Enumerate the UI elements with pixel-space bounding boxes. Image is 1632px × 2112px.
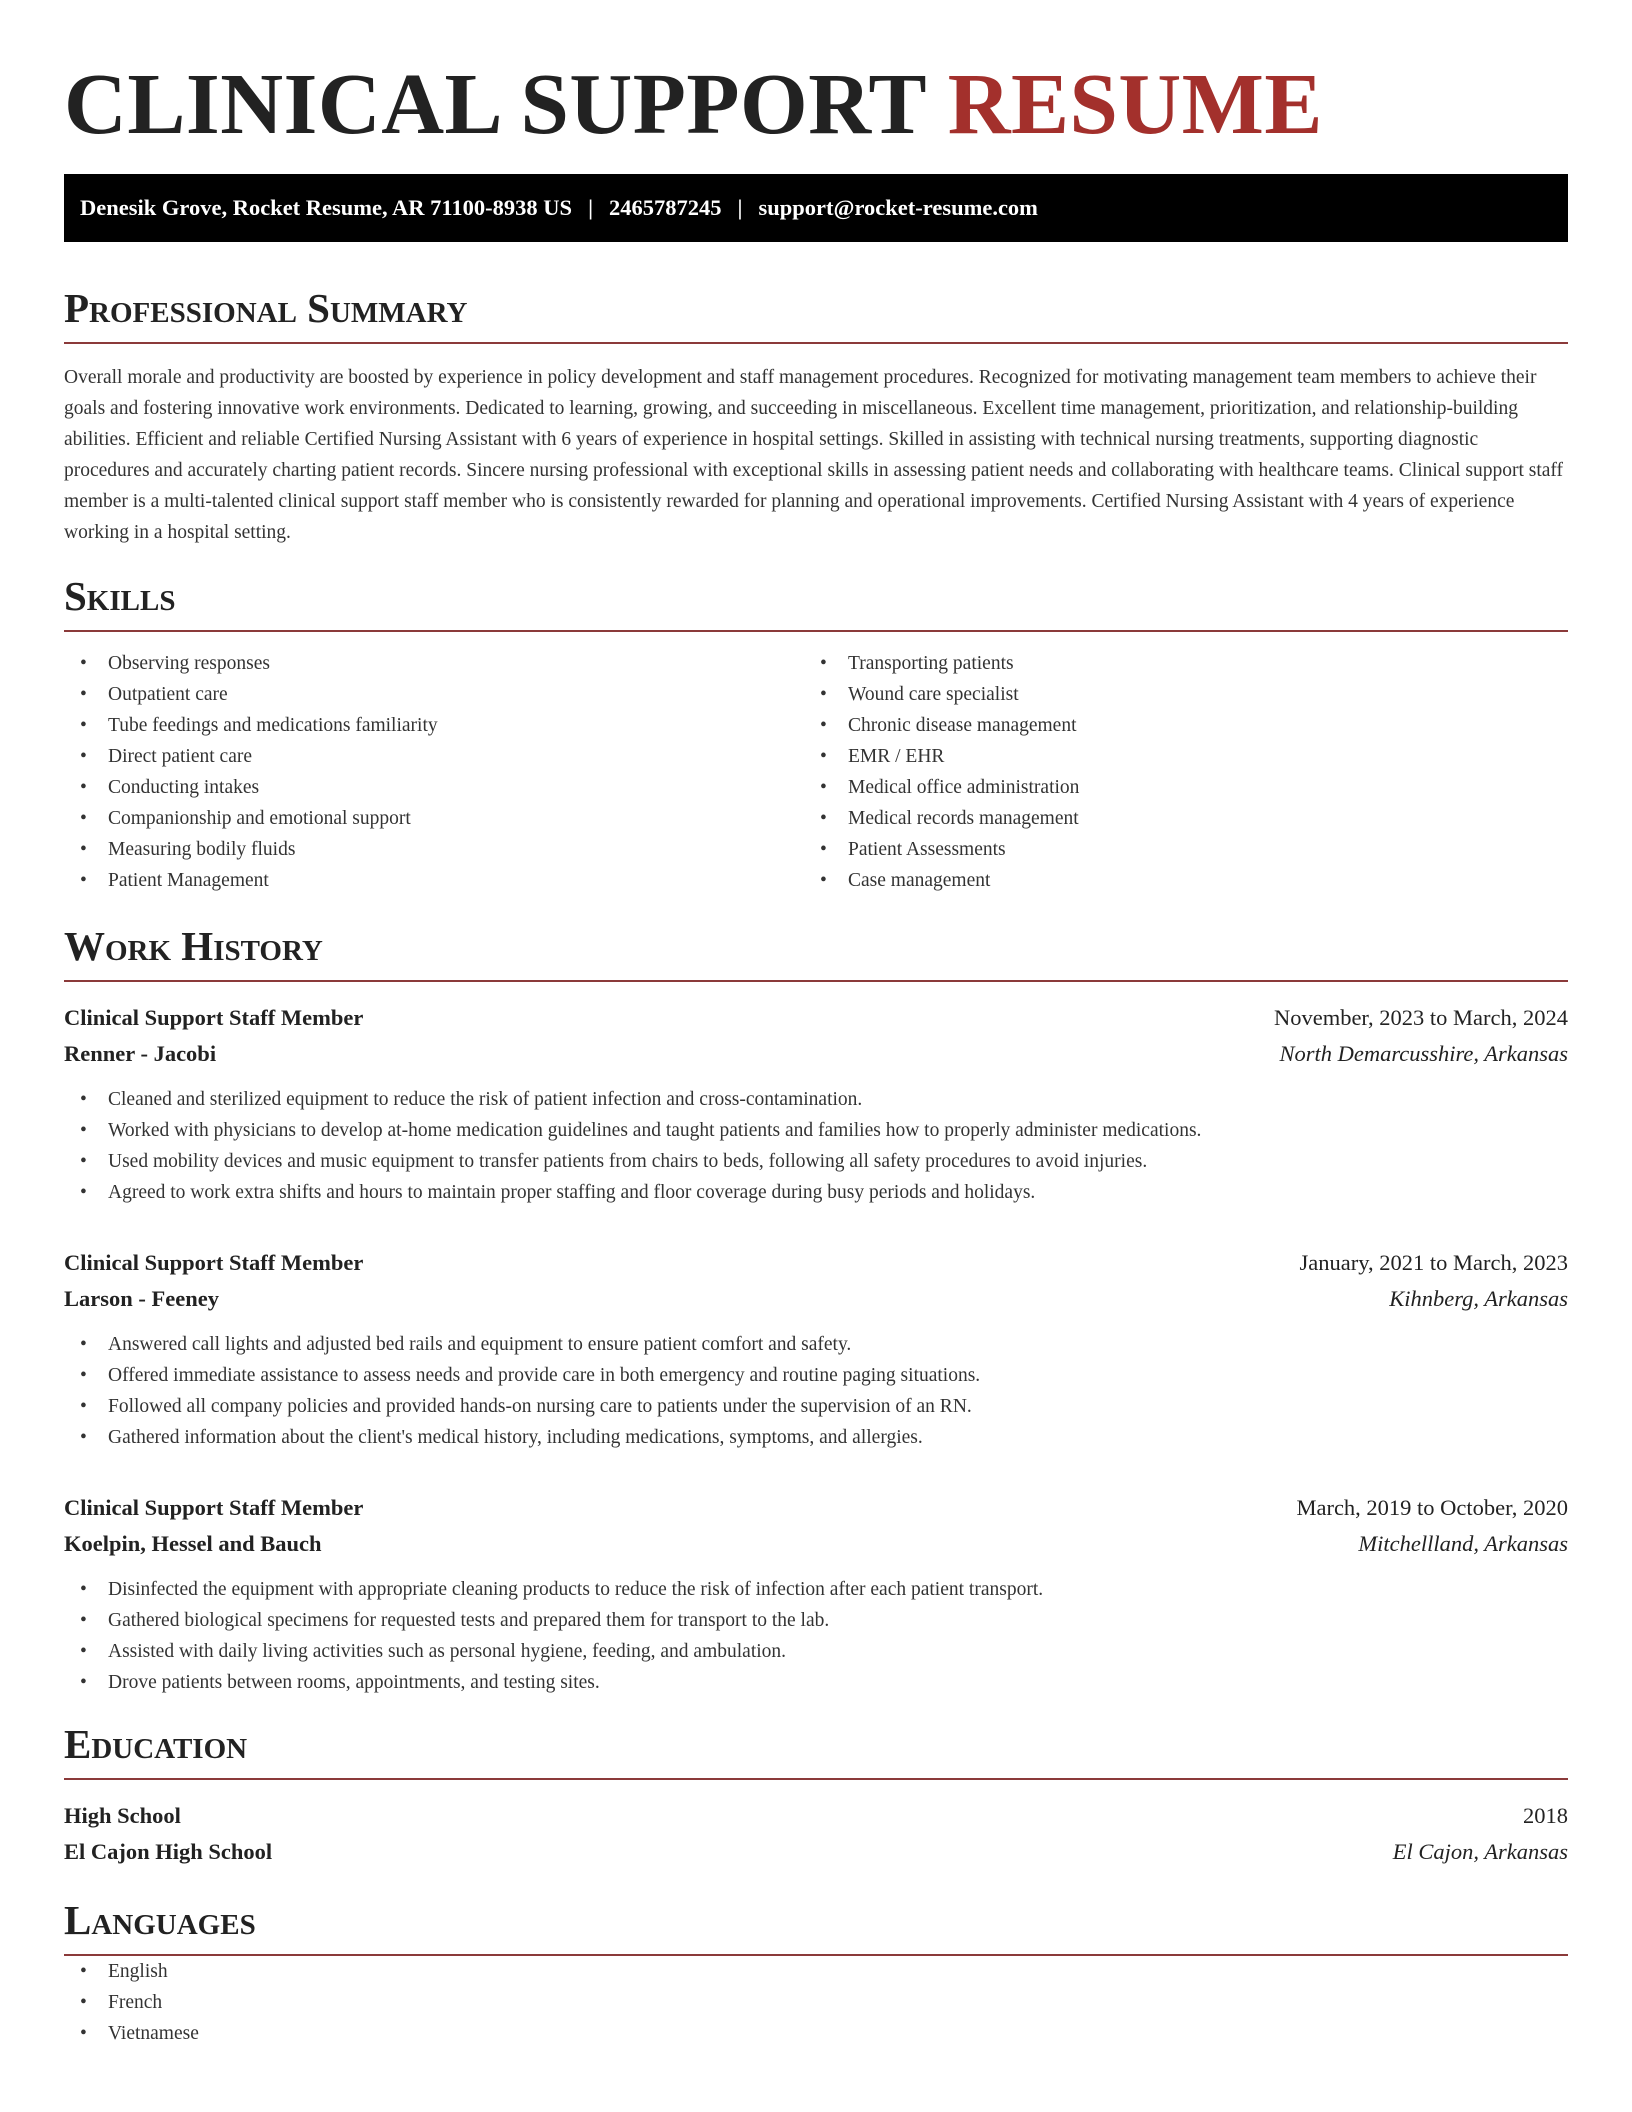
job-header-row [64,1000,1568,1036]
job-entry [64,1245,1568,1453]
job-title: Clinical Support Staff Member [64,1250,364,1275]
job-company-row [64,1281,1568,1317]
skills-list-left [64,648,804,896]
skill-item: • Measuring bodily fluids [64,834,804,865]
skill-item: • Case management [804,865,1544,896]
job-dates: March, 2019 to October, 2020 [1296,1495,1568,1520]
job-company: Renner - Jacobi [64,1041,217,1066]
skills-grid [64,648,1568,896]
skill-item: • Companionship and emotional support [64,803,804,834]
education-degree-row [64,1798,1568,1834]
language-item: • Vietnamese [64,2018,1568,2049]
skill-item: • Patient Assessments [804,834,1544,865]
job-header-row [64,1245,1568,1281]
skill-item: • Chronic disease management [804,710,1544,741]
job-bullet: • Drove patients between rooms, appointments, and testing sites. [64,1667,1568,1698]
job-company: Larson - Feeney [64,1286,219,1311]
skill-item: • Tube feedings and medications familiarity [64,710,804,741]
skill-item: • Medical office administration [804,772,1544,803]
skill-item: • EMR / EHR [804,741,1544,772]
job-bullets [64,1329,1568,1453]
job-entry [64,1490,1568,1698]
resume-title [64,55,1568,152]
job-title: Clinical Support Staff Member [64,1005,364,1030]
title-main: CLINICAL SUPPORT [64,55,926,152]
job-bullet: • Disinfected the equipment with appropriate cleaning products to reduce the risk of infection after each patient transport. [64,1574,1568,1605]
contact-email[interactable]: support@rocket-resume.com [758,195,1038,220]
contact-separator: | [588,195,594,220]
education-degree: High School [64,1803,181,1828]
languages-list [64,1956,1568,2049]
skill-item: • Patient Management [64,865,804,896]
job-bullet: • Gathered biological specimens for requested tests and prepared them for transport to the lab. [64,1605,1568,1636]
title-accent: RESUME [947,55,1323,152]
job-bullet: • Worked with physicians to develop at-home medication guidelines and taught patients and families how to properly administer medications. [64,1115,1568,1146]
job-bullet: • Answered call lights and adjusted bed rails and equipment to ensure patient comfort and safety. [64,1329,1568,1360]
resume-page [64,0,1568,2049]
job-bullets [64,1084,1568,1208]
job-bullet: • Assisted with daily living activities such as personal hygiene, feeding, and ambulation. [64,1636,1568,1667]
education-school: El Cajon High School [64,1839,273,1864]
job-bullet: • Cleaned and sterilized equipment to reduce the risk of patient infection and cross-contamination. [64,1084,1568,1115]
contact-phone: 2465787245 [609,195,722,220]
languages-heading: Languages [64,1896,1568,1956]
job-bullets [64,1574,1568,1698]
education-year: 2018 [1523,1803,1568,1828]
contact-bar [64,174,1568,242]
skill-item: • Medical records management [804,803,1544,834]
job-location: Mitchellland, Arkansas [1358,1531,1568,1556]
language-item: • English [64,1956,1568,1987]
skill-item: • Outpatient care [64,679,804,710]
education-location: El Cajon, Arkansas [1392,1839,1568,1864]
job-company-row [64,1036,1568,1072]
education-entry [64,1798,1568,1870]
work-heading: Work History [64,922,1568,982]
education-heading: Education [64,1720,1568,1780]
job-dates: November, 2023 to March, 2024 [1273,1005,1568,1030]
job-bullet: • Agreed to work extra shifts and hours to maintain proper staffing and floor coverage during busy periods and holidays. [64,1177,1568,1208]
job-title: Clinical Support Staff Member [64,1495,364,1520]
skill-item: • Transporting patients [804,648,1544,679]
skill-item: • Wound care specialist [804,679,1544,710]
job-bullet: • Offered immediate assistance to assess needs and provide care in both emergency and routine paging situations. [64,1360,1568,1391]
summary-text: Overall morale and productivity are boosted by experience in policy development and staff management procedures. Recognized for motivating management team members to achieve their goals and fostering innovative work environments. Dedicated to learning, growing, and succeeding in miscellaneous. Excellent time management, prioritization, and relationship-building abilities. Efficient and reliable Certified Nursing Assistant with 6 years of experience in hospital settings. Skilled in assisting with technical nursing treatments, supporting diagnostic procedures and accurately charting patient records. Sincere nursing professional with exceptional skills in assessing patient needs and collaborating with healthcare teams. Clinical support staff member is a multi-talented clinical support staff member who is consistently rewarded for planning and operational improvements. Certified Nursing Assistant with 4 years of experience working in a hospital setting. [64,367,1564,543]
summary-heading: Professional Summary [64,284,1568,344]
job-location: Kihnberg, Arkansas [1389,1286,1568,1311]
job-company-row [64,1526,1568,1562]
job-bullet: • Used mobility devices and music equipment to transfer patients from chairs to beds, following all safety procedures to avoid injuries. [64,1146,1568,1177]
job-bullet: • Followed all company policies and provided hands-on nursing care to patients under the supervision of an RN. [64,1391,1568,1422]
job-location: North Demarcusshire, Arkansas [1279,1041,1568,1066]
job-dates: January, 2021 to March, 2023 [1299,1250,1568,1275]
skill-item: • Direct patient care [64,741,804,772]
skills-list-right [804,648,1544,896]
job-entry [64,1000,1568,1208]
job-bullet: • Gathered information about the client's medical history, including medications, symptoms, and allergies. [64,1422,1568,1453]
job-header-row [64,1490,1568,1526]
contact-separator: | [737,195,743,220]
job-company: Koelpin, Hessel and Bauch [64,1531,322,1556]
skills-heading: Skills [64,572,1568,632]
language-item: • French [64,1987,1568,2018]
skill-item: • Conducting intakes [64,772,804,803]
education-school-row [64,1834,1568,1870]
skill-item: • Observing responses [64,648,804,679]
contact-address: Denesik Grove, Rocket Resume, AR 71100-8938 US [80,195,573,220]
